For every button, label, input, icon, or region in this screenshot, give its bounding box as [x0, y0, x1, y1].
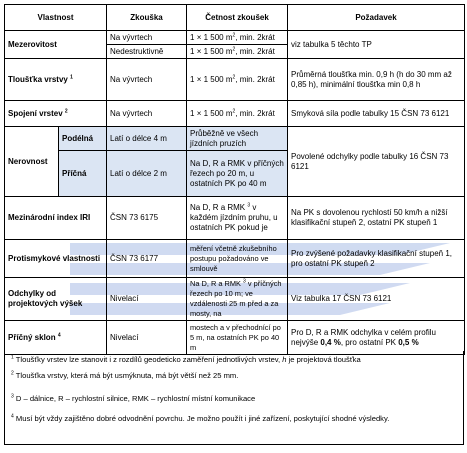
req-text: Pro D, R a RMK odchylka v celém profilu nejvýše: [291, 327, 436, 347]
frequency-text: Na D, R a RMK: [190, 279, 241, 288]
table-row: [5, 240, 465, 278]
footnote-2: [11, 371, 459, 381]
frequency-tail: , min. 2krát: [235, 32, 275, 42]
table-row: [5, 101, 465, 127]
sub-label-podelna: Podélná: [59, 127, 107, 151]
frequency-tail: , min. 2krát: [235, 74, 275, 84]
frequency-sup: 3: [243, 278, 246, 285]
frequency-tail: , min. 2krát: [235, 46, 275, 56]
frequency-sup: 3: [247, 202, 251, 209]
footnote-number: 1: [11, 354, 14, 361]
footnote-number: 3: [11, 393, 14, 400]
cell-requirement: Smyková síla podle tabulky 15 ČSN 73 6121: [288, 101, 465, 127]
cell-frequency: [187, 197, 288, 240]
row-label-nerovnost: Nerovnost: [5, 127, 59, 197]
row-label-protismyk: Protismykové vlastnosti: [5, 240, 107, 278]
cell-frequency: Průběžně ve všech jízdních pruzích: [187, 127, 288, 151]
cell-frequency: 1 × 1 500 $m^2$, min. 2krát: [187, 101, 288, 127]
cell-frequency: Na D, R a RMK v příčných řezech po 20 m, u ostatních PK po 40 m: [187, 151, 288, 197]
frequency-text: 1 × 1 500 m: [190, 74, 233, 84]
footnote-text: Tloušťka vrstvy, která má být usmýknuta, má být větší než 25 mm.: [15, 371, 239, 380]
header-row: [5, 5, 465, 31]
table-row: [5, 127, 465, 151]
table-row: [5, 31, 465, 45]
cell-test: Na vývrtech: [107, 101, 187, 127]
requirements-table: [4, 4, 465, 355]
cell-requirement: Na PK s dovolenou rychlostí 50 km/h a nižší klasifikační stupeň 2, ostatní PK stupeň 1: [288, 197, 465, 240]
req-value: 0,5 %: [398, 337, 419, 347]
label-text: Příčný sklon: [8, 332, 56, 342]
table-row: [5, 278, 465, 321]
row-label-sklon: [5, 321, 107, 355]
footnote-text: Tloušťky vrstev lze stanovit i z rozdílů geodeticko zaměření jednotlivých vrstev,: [15, 355, 283, 364]
cell-test: ČSN 73 6177: [107, 240, 187, 278]
header-zkouska: Zkouška: [107, 5, 187, 31]
header-pozadavek: Požadavek: [288, 5, 465, 31]
header-cetnost: Četnost zkoušek: [187, 5, 288, 31]
cell-frequency: 1 × 1 500 $m^2$, min. 2krát: [187, 31, 288, 45]
cell-test: Latí o délce 4 m: [107, 127, 187, 151]
req-text: , pro ostatní PK: [340, 337, 399, 347]
cell-frequency: 1 × 1 500 $m^2$, min. 2krát: [187, 45, 288, 59]
cell-frequency: 1 × 1 500 $m^2$, min. 2krát: [187, 59, 288, 101]
cell-requirement: viz tabulka 5 těchto TP: [288, 31, 465, 59]
label-text: Spojení vrstev: [8, 108, 63, 118]
frequency-text: Na D, R a RMK: [190, 203, 246, 212]
header-vlastnost: Vlastnost: [5, 5, 107, 31]
sub-label-pricna: Příčná: [59, 151, 107, 197]
cell-frequency: měření včetně zkušebního postupu požadováno ve smlouvě: [187, 240, 288, 278]
row-label-iri: Mezinárodní index IRI: [5, 197, 107, 240]
label-sup: 4: [57, 331, 61, 338]
label-sup: 1: [70, 73, 73, 80]
frequency-text: 1 × 1 500 m: [190, 46, 233, 56]
cell-test: Na vývrtech: [107, 31, 187, 45]
footnote-number: 2: [11, 370, 14, 377]
cell-test: ČSN 73 6175: [107, 197, 187, 240]
table-row: [5, 197, 465, 240]
footnote-1: [11, 355, 459, 365]
cell-requirement: Povolené odchylky podle tabulky 16 ČSN 73 6121: [288, 127, 465, 197]
cell-requirement: Viz tabulka 17 ČSN 73 6121: [288, 278, 465, 321]
label-text: Tloušťka vrstvy: [8, 74, 68, 84]
footnote-text: D – dálnice, R – rychlostní silnice, RMK – rychlostní místní komunikace: [15, 394, 256, 403]
table-row: [5, 321, 465, 355]
footnote-4: [11, 414, 459, 424]
cell-test: Latí o délce 2 m: [107, 151, 187, 197]
footnote-text: je projektová tloušťka: [286, 355, 361, 364]
table-row: [5, 59, 465, 101]
frequency-text: 1 × 1 500 m: [190, 32, 233, 42]
cell-frequency: [187, 278, 288, 321]
cell-test: Na vývrtech: [107, 59, 187, 101]
row-label-mezerovitost: Mezerovitost: [5, 31, 107, 59]
req-value: 0,4 %: [320, 337, 341, 347]
cell-requirement: [288, 321, 465, 355]
row-label-spojeni: [5, 101, 107, 127]
footnote-number: 4: [11, 413, 14, 420]
footnote-italic: h: [282, 355, 287, 364]
cell-requirement: Pro zvýšené požadavky klasifikační stupeň 1, pro ostatní PK stupeň 2: [288, 240, 465, 278]
footnote-text: Musí být vždy zajištěno dobré odvodnění povrchu. Je možno použít i jiné zařízení, poskytující shodné výsledky.: [15, 414, 390, 423]
row-label-odchylky: Odchylky od projektových výšek: [5, 278, 107, 321]
frequency-tail: , min. 2krát: [235, 108, 275, 118]
label-sup: 2: [64, 107, 68, 114]
row-label-tloustka: [5, 59, 107, 101]
frequency-tail: v příčných řezech po 10 m; ve vzdálenosti 25 m před a za mosty, na: [190, 279, 282, 318]
footnote-3: [11, 394, 459, 404]
cell-test: Nivelací: [107, 321, 187, 355]
cell-frequency: mostech a v přechodnící po 5 m, na ostatních PK po 40 m: [187, 321, 288, 355]
frequency-text: 1 × 1 500 m: [190, 108, 233, 118]
cell-requirement: Průměrná tloušťka min. 0,9 h (h do 30 mm až 0,85 h), minimální tloušťka min 0,8 h: [288, 59, 465, 101]
frequency-tail: v každém jízdním pruhu, u ostatních PK pokud je: [190, 203, 278, 232]
cell-test: Nivelací: [107, 278, 187, 321]
footnotes: [4, 351, 464, 445]
cell-test: Nedestruktivně: [107, 45, 187, 59]
